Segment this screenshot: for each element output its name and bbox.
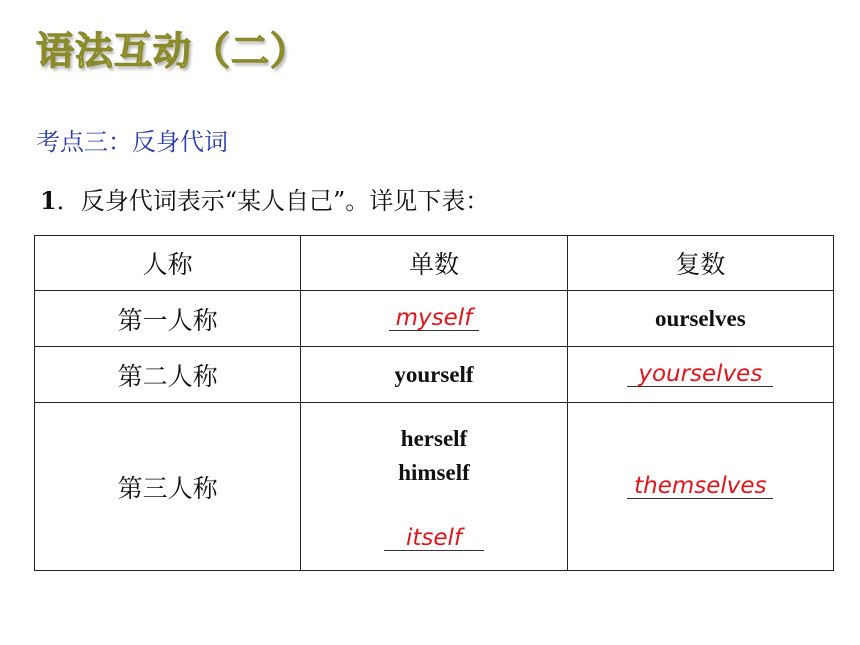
cell-singular-first	[301, 291, 567, 347]
header-singular: 单数	[301, 236, 567, 291]
table-row-third-person	[35, 403, 834, 571]
answer-blank-itself: itself	[384, 526, 484, 551]
cell-person-first: 第一人称	[35, 291, 301, 347]
table-header-row	[35, 236, 834, 291]
pronoun-himself: himself	[398, 460, 470, 485]
cell-singular-second: yourself	[301, 347, 567, 403]
section-heading: 考点三：反身代词	[36, 128, 228, 156]
cell-plural-third	[567, 403, 833, 571]
table-row-first-person	[35, 291, 834, 347]
reflexive-pronoun-table	[34, 235, 834, 571]
slide-title: 语法互动（二）	[36, 29, 310, 73]
header-person: 人称	[35, 236, 301, 291]
answer-blank-myself: myself	[389, 306, 479, 331]
cell-person-third: 第三人称	[35, 403, 301, 571]
cell-plural-second	[567, 347, 833, 403]
cell-person-second: 第二人称	[35, 347, 301, 403]
answer-blank-yourselves: yourselves	[627, 362, 773, 387]
intro-text: ．反身代词表示“某人自己”。详见下表：	[56, 187, 490, 215]
answer-blank-themselves: themselves	[627, 474, 773, 499]
intro-number: 1	[40, 186, 57, 215]
pronoun-herself: herself	[400, 426, 468, 451]
cell-plural-first: ourselves	[567, 291, 833, 347]
intro-line	[40, 181, 489, 216]
singular-third-list	[301, 422, 566, 551]
cell-singular-third	[301, 403, 567, 571]
table-row-second-person	[35, 347, 834, 403]
header-plural: 复数	[567, 236, 833, 291]
